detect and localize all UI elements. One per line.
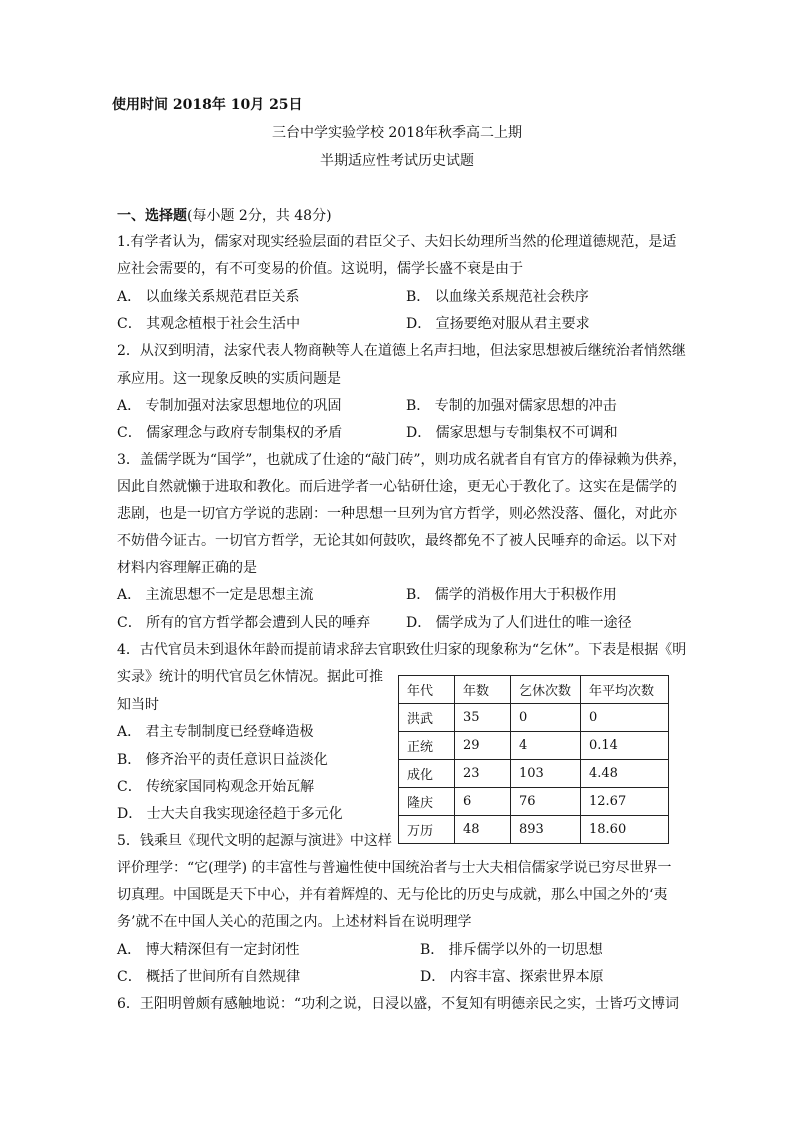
table-cell: 0 xyxy=(511,704,581,732)
q3-option-b: B． 儒学的消极作用大于积极作用 xyxy=(406,587,617,603)
table-cell: 48 xyxy=(455,816,511,844)
q3-option-d: D． 儒学成为了人们进仕的唯一途径 xyxy=(406,615,632,631)
q2-stem-line2: 承应用。这一现象反映的实质问题是 xyxy=(117,371,341,387)
q4-stem-line3: 知当时 xyxy=(117,697,159,713)
table-cell: 4.48 xyxy=(581,760,669,788)
q3-stem-line1: 3．盖儒学既为“国学”，也就成了仕途的“敲门砖”，则功成名就者自有官方的俸禄赖为供养， xyxy=(117,452,687,468)
q3-stem-line3: 悲剧，也是一切官方学说的悲剧：一种思想一旦列为官方哲学，则必然没落、僵化，对此亦 xyxy=(117,506,677,522)
table-cell: 18.60 xyxy=(581,816,669,844)
q3-stem-line4: 不妨借今证古。一切官方哲学，无论其如何鼓吹，最终都免不了被人民唾弃的命运。以下对 xyxy=(117,533,677,549)
table-cell: 12.67 xyxy=(581,788,669,816)
q4-stem-line2: 实录》统计的明代官员乞休情况。据此可推 xyxy=(117,669,383,685)
table-row xyxy=(399,788,669,816)
q5-stem-line1: 5．钱乘旦《现代文明的起源与演进》中这样 xyxy=(117,833,392,849)
exam-date: 使用时间 2018年 10月 25日 xyxy=(112,97,303,113)
q2-stem-line1: 2．从汉到明清，法家代表人物商鞅等人在道德上名声扫地，但法家思想被后继统治者悄然继 xyxy=(117,343,686,359)
q5-option-c: C． 概括了世间所有自然规律 xyxy=(117,969,301,985)
table-row xyxy=(399,732,669,760)
q5-stem-line3: 切真理。中国既是天下中心，并有着辉煌的、无与伦比的历史与成就，那么中国之外的‘夷 xyxy=(117,887,668,903)
q4-option-a: A． 君主专制制度已经登峰造极 xyxy=(117,724,314,740)
table-cell: 4 xyxy=(511,732,581,760)
q4-stem-line1: 4．古代官员未到退休年龄而提前请求辞去官职致仕归家的现象称为“乞休”。下表是根据《明 xyxy=(117,642,687,658)
q5-stem-line4: 务’就不在中国人关心的范围之内。上述材料旨在说明理学 xyxy=(117,914,472,930)
q2-option-c: C． 儒家理念与政府专制集权的矛盾 xyxy=(117,425,343,441)
q5-stem-line2: 评价理学：“它(理学) 的丰富性与普遍性使中国统治者与士大夫相信儒家学说已穷尽世界一 xyxy=(117,860,672,876)
table-cell: 万历 xyxy=(399,816,455,844)
table-cell: 0 xyxy=(581,704,669,732)
q1-option-c: C． 其观念植根于社会生活中 xyxy=(117,316,301,332)
table-header-cell: 年平均次数 xyxy=(581,676,669,704)
table-cell: 103 xyxy=(511,760,581,788)
q3-option-a: A． 主流思想不一定是思想主流 xyxy=(117,587,314,603)
q5-option-d: D． 内容丰富、探索世界本原 xyxy=(420,969,604,985)
q2-option-a: A． 专制加强对法家思想地位的巩固 xyxy=(117,398,342,414)
exam-title-line2: 半期适应性考试历史试题 xyxy=(320,153,474,169)
table-header-row xyxy=(399,676,669,704)
q4-option-b: B． 修齐治平的责任意识日益淡化 xyxy=(117,752,328,768)
q3-option-c: C． 所有的官方哲学都会遭到人民的唾弃 xyxy=(117,615,371,631)
table-row xyxy=(399,704,669,732)
table-cell: 6 xyxy=(455,788,511,816)
q1-option-d: D． 宣扬要绝对服从君主要求 xyxy=(406,316,590,332)
q5-option-a: A． 博大精深但有一定封闭性 xyxy=(117,942,300,958)
q2-option-b: B． 专制的加强对儒家思想的冲击 xyxy=(406,398,617,414)
table-cell: 0.14 xyxy=(581,732,669,760)
exam-title-line1: 三台中学实验学校 2018年秋季高二上期 xyxy=(271,125,523,141)
table-cell: 76 xyxy=(511,788,581,816)
section-title: 一、选择题 xyxy=(117,208,187,224)
table-header-cell: 乞休次数 xyxy=(511,676,581,704)
table-cell: 正统 xyxy=(399,732,455,760)
q4-option-c: C． 传统家国同构观念开始瓦解 xyxy=(117,779,315,795)
q6-stem-line1: 6．王阳明曾颇有感触地说：“功利之说，日浸以盛，不复知有明德亲民之实，士皆巧文博词 xyxy=(117,996,680,1012)
section-heading xyxy=(117,207,332,225)
q1-stem-line2: 应社会需要的，有不可变易的价值。这说明，儒学长盛不衰是由于 xyxy=(117,261,523,277)
table-cell: 成化 xyxy=(399,760,455,788)
table-header-cell: 年数 xyxy=(455,676,511,704)
table-header-cell: 年代 xyxy=(399,676,455,704)
table-cell: 35 xyxy=(455,704,511,732)
table-cell: 洪武 xyxy=(399,704,455,732)
q1-stem-line1: 1.有学者认为，儒家对现实经验层面的君臣父子、夫妇长幼理所当然的伦理道德规范，是适 xyxy=(117,234,677,250)
q3-stem-line2: 因此自然就懒于进取和教化。而后进学者一心钻研仕途，更无心于教化了。这实在是儒学的 xyxy=(117,479,677,495)
table-cell: 23 xyxy=(455,760,511,788)
table-cell: 隆庆 xyxy=(399,788,455,816)
q4-option-d: D． 士大夫自我实现途径趋于多元化 xyxy=(117,806,343,822)
table-cell: 29 xyxy=(455,732,511,760)
table-cell: 893 xyxy=(511,816,581,844)
q1-option-a: A． 以血缘关系规范君臣关系 xyxy=(117,289,300,305)
table-row xyxy=(399,816,669,844)
section-note: (每小题 2分，共 48分) xyxy=(187,208,332,224)
q2-option-d: D． 儒家思想与专制集权不可调和 xyxy=(406,425,618,441)
table-row xyxy=(399,760,669,788)
q3-stem-line5: 材料内容理解正确的是 xyxy=(117,560,257,576)
resignation-statistics-table xyxy=(398,675,669,844)
q5-option-b: B． 排斥儒学以外的一切思想 xyxy=(420,942,603,958)
q1-option-b: B． 以血缘关系规范社会秩序 xyxy=(406,289,589,305)
